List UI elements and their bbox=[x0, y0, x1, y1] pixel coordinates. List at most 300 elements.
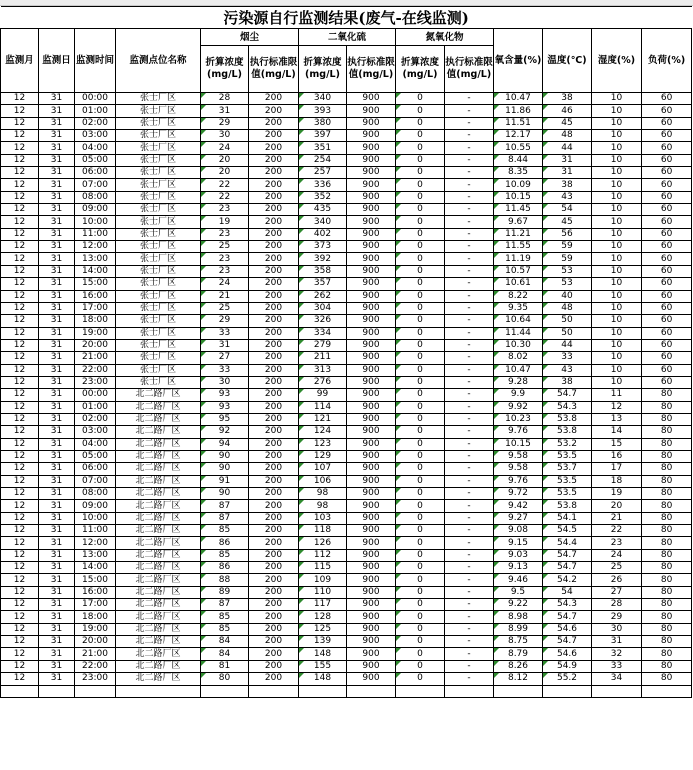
cell-nox-conc[interactable]: 0 bbox=[396, 228, 445, 240]
cell-dust-limit[interactable]: 200 bbox=[249, 154, 299, 166]
cell-humidity[interactable]: 10 bbox=[592, 228, 642, 240]
cell-load[interactable]: 60 bbox=[642, 241, 692, 253]
cell-site[interactable]: 北二路厂区 bbox=[116, 512, 201, 524]
cell-month[interactable]: 12 bbox=[1, 216, 39, 228]
cell-dust-conc[interactable]: 33 bbox=[201, 327, 249, 339]
cell-nox-conc[interactable]: 0 bbox=[396, 463, 445, 475]
cell-dust-conc[interactable]: 93 bbox=[201, 401, 249, 413]
cell-month[interactable]: 12 bbox=[1, 450, 39, 462]
cell-month[interactable]: 12 bbox=[1, 265, 39, 277]
cell-dust-conc[interactable]: 85 bbox=[201, 525, 249, 537]
cell-time[interactable]: 05:00 bbox=[75, 154, 116, 166]
cell-site[interactable]: 北二路厂区 bbox=[116, 413, 201, 425]
cell-nox-conc[interactable]: 0 bbox=[396, 450, 445, 462]
cell-day[interactable]: 31 bbox=[39, 475, 75, 487]
empty-cell[interactable] bbox=[249, 685, 299, 697]
cell-nox-limit[interactable]: - bbox=[445, 352, 494, 364]
cell-so2-limit[interactable]: 900 bbox=[347, 475, 396, 487]
cell-oxygen[interactable]: 8.98 bbox=[494, 611, 543, 623]
cell-nox-limit[interactable]: - bbox=[445, 302, 494, 314]
cell-dust-limit[interactable]: 200 bbox=[249, 241, 299, 253]
cell-so2-limit[interactable]: 900 bbox=[347, 636, 396, 648]
cell-nox-limit[interactable]: - bbox=[445, 426, 494, 438]
cell-time[interactable]: 19:00 bbox=[75, 327, 116, 339]
cell-nox-conc[interactable]: 0 bbox=[396, 105, 445, 117]
cell-dust-limit[interactable]: 200 bbox=[249, 673, 299, 685]
cell-so2-limit[interactable]: 900 bbox=[347, 611, 396, 623]
cell-oxygen[interactable]: 9.13 bbox=[494, 562, 543, 574]
cell-temp[interactable]: 33 bbox=[543, 352, 592, 364]
cell-nox-conc[interactable]: 0 bbox=[396, 599, 445, 611]
cell-humidity[interactable]: 32 bbox=[592, 648, 642, 660]
cell-nox-limit[interactable]: - bbox=[445, 401, 494, 413]
cell-month[interactable]: 12 bbox=[1, 525, 39, 537]
cell-day[interactable]: 31 bbox=[39, 241, 75, 253]
cell-site[interactable]: 张士厂区 bbox=[116, 142, 201, 154]
cell-time[interactable]: 13:00 bbox=[75, 549, 116, 561]
cell-so2-conc[interactable]: 313 bbox=[299, 364, 347, 376]
cell-day[interactable]: 31 bbox=[39, 623, 75, 635]
cell-time[interactable]: 18:00 bbox=[75, 315, 116, 327]
cell-oxygen[interactable]: 11.51 bbox=[494, 117, 543, 129]
cell-month[interactable]: 12 bbox=[1, 93, 39, 105]
cell-so2-limit[interactable]: 900 bbox=[347, 648, 396, 660]
cell-oxygen[interactable]: 8.75 bbox=[494, 636, 543, 648]
cell-temp[interactable]: 45 bbox=[543, 216, 592, 228]
cell-dust-limit[interactable]: 200 bbox=[249, 339, 299, 351]
cell-site[interactable]: 北二路厂区 bbox=[116, 389, 201, 401]
cell-nox-limit[interactable]: - bbox=[445, 315, 494, 327]
cell-month[interactable]: 12 bbox=[1, 241, 39, 253]
cell-temp[interactable]: 53.7 bbox=[543, 463, 592, 475]
cell-nox-limit[interactable]: - bbox=[445, 450, 494, 462]
cell-load[interactable]: 60 bbox=[642, 93, 692, 105]
cell-month[interactable]: 12 bbox=[1, 599, 39, 611]
cell-dust-conc[interactable]: 89 bbox=[201, 586, 249, 598]
cell-nox-limit[interactable]: - bbox=[445, 549, 494, 561]
cell-dust-conc[interactable]: 95 bbox=[201, 413, 249, 425]
cell-dust-limit[interactable]: 200 bbox=[249, 512, 299, 524]
cell-dust-conc[interactable]: 20 bbox=[201, 154, 249, 166]
cell-dust-limit[interactable]: 200 bbox=[249, 327, 299, 339]
cell-nox-limit[interactable]: - bbox=[445, 475, 494, 487]
cell-oxygen[interactable]: 8.35 bbox=[494, 167, 543, 179]
cell-so2-limit[interactable]: 900 bbox=[347, 623, 396, 635]
cell-temp[interactable]: 54.4 bbox=[543, 537, 592, 549]
cell-so2-limit[interactable]: 900 bbox=[347, 562, 396, 574]
cell-time[interactable]: 00:00 bbox=[75, 93, 116, 105]
cell-so2-conc[interactable]: 357 bbox=[299, 278, 347, 290]
header-time[interactable]: 监测时间 bbox=[75, 29, 116, 93]
cell-so2-conc[interactable]: 380 bbox=[299, 117, 347, 129]
cell-humidity[interactable]: 10 bbox=[592, 154, 642, 166]
cell-nox-limit[interactable]: - bbox=[445, 623, 494, 635]
cell-so2-conc[interactable]: 358 bbox=[299, 265, 347, 277]
cell-humidity[interactable]: 20 bbox=[592, 500, 642, 512]
empty-cell[interactable] bbox=[1, 685, 39, 697]
cell-load[interactable]: 80 bbox=[642, 599, 692, 611]
cell-so2-conc[interactable]: 129 bbox=[299, 450, 347, 462]
cell-month[interactable]: 12 bbox=[1, 167, 39, 179]
cell-nox-conc[interactable]: 0 bbox=[396, 537, 445, 549]
cell-day[interactable]: 31 bbox=[39, 339, 75, 351]
cell-nox-conc[interactable]: 0 bbox=[396, 611, 445, 623]
cell-temp[interactable]: 54 bbox=[543, 586, 592, 598]
cell-time[interactable]: 10:00 bbox=[75, 216, 116, 228]
cell-site[interactable]: 北二路厂区 bbox=[116, 525, 201, 537]
cell-load[interactable]: 80 bbox=[642, 401, 692, 413]
cell-site[interactable]: 北二路厂区 bbox=[116, 475, 201, 487]
cell-dust-limit[interactable]: 200 bbox=[249, 352, 299, 364]
cell-humidity[interactable]: 34 bbox=[592, 673, 642, 685]
cell-humidity[interactable]: 14 bbox=[592, 426, 642, 438]
cell-dust-conc[interactable]: 85 bbox=[201, 623, 249, 635]
cell-site[interactable]: 北二路厂区 bbox=[116, 611, 201, 623]
cell-dust-conc[interactable]: 90 bbox=[201, 450, 249, 462]
cell-site[interactable]: 北二路厂区 bbox=[116, 673, 201, 685]
cell-nox-limit[interactable]: - bbox=[445, 376, 494, 388]
cell-time[interactable]: 01:00 bbox=[75, 105, 116, 117]
cell-dust-limit[interactable]: 200 bbox=[249, 450, 299, 462]
cell-dust-limit[interactable]: 200 bbox=[249, 537, 299, 549]
cell-site[interactable]: 张士厂区 bbox=[116, 278, 201, 290]
cell-day[interactable]: 31 bbox=[39, 364, 75, 376]
cell-site[interactable]: 北二路厂区 bbox=[116, 636, 201, 648]
cell-day[interactable]: 31 bbox=[39, 265, 75, 277]
cell-humidity[interactable]: 27 bbox=[592, 586, 642, 598]
cell-nox-conc[interactable]: 0 bbox=[396, 660, 445, 672]
empty-cell[interactable] bbox=[116, 685, 201, 697]
cell-humidity[interactable]: 10 bbox=[592, 204, 642, 216]
cell-so2-limit[interactable]: 900 bbox=[347, 339, 396, 351]
cell-so2-conc[interactable]: 98 bbox=[299, 488, 347, 500]
cell-dust-limit[interactable]: 200 bbox=[249, 179, 299, 191]
cell-humidity[interactable]: 15 bbox=[592, 438, 642, 450]
cell-day[interactable]: 31 bbox=[39, 574, 75, 586]
cell-nox-limit[interactable]: - bbox=[445, 327, 494, 339]
header-site[interactable]: 监测点位名称 bbox=[116, 29, 201, 93]
cell-nox-limit[interactable]: - bbox=[445, 512, 494, 524]
cell-nox-conc[interactable]: 0 bbox=[396, 525, 445, 537]
cell-day[interactable]: 31 bbox=[39, 228, 75, 240]
cell-so2-conc[interactable]: 262 bbox=[299, 290, 347, 302]
cell-dust-conc[interactable]: 85 bbox=[201, 611, 249, 623]
cell-load[interactable]: 80 bbox=[642, 438, 692, 450]
cell-day[interactable]: 31 bbox=[39, 660, 75, 672]
cell-time[interactable]: 22:00 bbox=[75, 660, 116, 672]
cell-dust-conc[interactable]: 92 bbox=[201, 426, 249, 438]
cell-time[interactable]: 07:00 bbox=[75, 179, 116, 191]
cell-nox-limit[interactable]: - bbox=[445, 265, 494, 277]
cell-so2-conc[interactable]: 276 bbox=[299, 376, 347, 388]
cell-nox-conc[interactable]: 0 bbox=[396, 302, 445, 314]
header-dust[interactable]: 烟尘 bbox=[201, 29, 299, 46]
cell-so2-limit[interactable]: 900 bbox=[347, 290, 396, 302]
cell-load[interactable]: 80 bbox=[642, 574, 692, 586]
cell-humidity[interactable]: 26 bbox=[592, 574, 642, 586]
cell-month[interactable]: 12 bbox=[1, 537, 39, 549]
cell-nox-limit[interactable]: - bbox=[445, 117, 494, 129]
cell-dust-limit[interactable]: 200 bbox=[249, 302, 299, 314]
cell-nox-conc[interactable]: 0 bbox=[396, 488, 445, 500]
cell-humidity[interactable]: 10 bbox=[592, 339, 642, 351]
cell-site[interactable]: 北二路厂区 bbox=[116, 401, 201, 413]
cell-dust-limit[interactable]: 200 bbox=[249, 636, 299, 648]
cell-load[interactable]: 80 bbox=[642, 500, 692, 512]
cell-day[interactable]: 31 bbox=[39, 93, 75, 105]
cell-dust-conc[interactable]: 90 bbox=[201, 463, 249, 475]
cell-site[interactable]: 北二路厂区 bbox=[116, 660, 201, 672]
cell-so2-conc[interactable]: 254 bbox=[299, 154, 347, 166]
cell-dust-conc[interactable]: 81 bbox=[201, 660, 249, 672]
cell-month[interactable]: 12 bbox=[1, 549, 39, 561]
cell-month[interactable]: 12 bbox=[1, 426, 39, 438]
cell-month[interactable]: 12 bbox=[1, 475, 39, 487]
empty-cell[interactable] bbox=[201, 685, 249, 697]
cell-dust-conc[interactable]: 23 bbox=[201, 204, 249, 216]
cell-nox-limit[interactable]: - bbox=[445, 463, 494, 475]
cell-temp[interactable]: 54.7 bbox=[543, 389, 592, 401]
cell-site[interactable]: 北二路厂区 bbox=[116, 426, 201, 438]
cell-load[interactable]: 80 bbox=[642, 475, 692, 487]
cell-nox-limit[interactable]: - bbox=[445, 599, 494, 611]
cell-temp[interactable]: 54 bbox=[543, 204, 592, 216]
cell-so2-conc[interactable]: 402 bbox=[299, 228, 347, 240]
cell-dust-conc[interactable]: 88 bbox=[201, 574, 249, 586]
cell-so2-conc[interactable]: 121 bbox=[299, 413, 347, 425]
cell-dust-limit[interactable]: 200 bbox=[249, 105, 299, 117]
cell-oxygen[interactable]: 11.44 bbox=[494, 327, 543, 339]
cell-day[interactable]: 31 bbox=[39, 500, 75, 512]
cell-humidity[interactable]: 12 bbox=[592, 401, 642, 413]
cell-site[interactable]: 张士厂区 bbox=[116, 105, 201, 117]
cell-oxygen[interactable]: 9.42 bbox=[494, 500, 543, 512]
cell-humidity[interactable]: 10 bbox=[592, 117, 642, 129]
cell-so2-limit[interactable]: 900 bbox=[347, 413, 396, 425]
cell-nox-limit[interactable]: - bbox=[445, 611, 494, 623]
cell-site[interactable]: 北二路厂区 bbox=[116, 599, 201, 611]
cell-load[interactable]: 60 bbox=[642, 339, 692, 351]
cell-so2-conc[interactable]: 340 bbox=[299, 93, 347, 105]
cell-dust-limit[interactable]: 200 bbox=[249, 142, 299, 154]
cell-humidity[interactable]: 10 bbox=[592, 105, 642, 117]
cell-time[interactable]: 12:00 bbox=[75, 241, 116, 253]
cell-day[interactable]: 31 bbox=[39, 512, 75, 524]
cell-site[interactable]: 张士厂区 bbox=[116, 204, 201, 216]
header-dust-conc[interactable]: 折算浓度(mg/L) bbox=[201, 46, 249, 93]
cell-oxygen[interactable]: 9.15 bbox=[494, 537, 543, 549]
cell-so2-conc[interactable]: 128 bbox=[299, 611, 347, 623]
cell-time[interactable]: 08:00 bbox=[75, 488, 116, 500]
cell-humidity[interactable]: 22 bbox=[592, 525, 642, 537]
cell-month[interactable]: 12 bbox=[1, 673, 39, 685]
cell-so2-conc[interactable]: 279 bbox=[299, 339, 347, 351]
cell-load[interactable]: 80 bbox=[642, 450, 692, 462]
cell-nox-limit[interactable]: - bbox=[445, 500, 494, 512]
cell-so2-limit[interactable]: 900 bbox=[347, 327, 396, 339]
cell-day[interactable]: 31 bbox=[39, 179, 75, 191]
cell-month[interactable]: 12 bbox=[1, 401, 39, 413]
cell-dust-conc[interactable]: 87 bbox=[201, 512, 249, 524]
cell-dust-limit[interactable]: 200 bbox=[249, 204, 299, 216]
cell-time[interactable]: 06:00 bbox=[75, 463, 116, 475]
cell-time[interactable]: 11:00 bbox=[75, 228, 116, 240]
cell-nox-conc[interactable]: 0 bbox=[396, 549, 445, 561]
cell-humidity[interactable]: 10 bbox=[592, 364, 642, 376]
cell-temp[interactable]: 54.1 bbox=[543, 512, 592, 524]
cell-humidity[interactable]: 10 bbox=[592, 241, 642, 253]
cell-month[interactable]: 12 bbox=[1, 315, 39, 327]
cell-nox-conc[interactable]: 0 bbox=[396, 167, 445, 179]
cell-site[interactable]: 北二路厂区 bbox=[116, 586, 201, 598]
cell-nox-limit[interactable]: - bbox=[445, 562, 494, 574]
cell-load[interactable]: 80 bbox=[642, 636, 692, 648]
cell-dust-limit[interactable]: 200 bbox=[249, 500, 299, 512]
cell-site[interactable]: 张士厂区 bbox=[116, 117, 201, 129]
cell-so2-conc[interactable]: 435 bbox=[299, 204, 347, 216]
cell-time[interactable]: 21:00 bbox=[75, 352, 116, 364]
cell-load[interactable]: 60 bbox=[642, 191, 692, 203]
cell-nox-conc[interactable]: 0 bbox=[396, 389, 445, 401]
cell-temp[interactable]: 53 bbox=[543, 278, 592, 290]
cell-temp[interactable]: 54.7 bbox=[543, 562, 592, 574]
cell-humidity[interactable]: 10 bbox=[592, 216, 642, 228]
empty-cell[interactable] bbox=[445, 685, 494, 697]
cell-oxygen[interactable]: 10.55 bbox=[494, 142, 543, 154]
cell-month[interactable]: 12 bbox=[1, 488, 39, 500]
empty-cell[interactable] bbox=[347, 685, 396, 697]
cell-time[interactable]: 18:00 bbox=[75, 611, 116, 623]
cell-nox-conc[interactable]: 0 bbox=[396, 253, 445, 265]
cell-so2-limit[interactable]: 900 bbox=[347, 278, 396, 290]
empty-cell[interactable] bbox=[396, 685, 445, 697]
cell-oxygen[interactable]: 11.21 bbox=[494, 228, 543, 240]
cell-temp[interactable]: 48 bbox=[543, 130, 592, 142]
cell-nox-limit[interactable]: - bbox=[445, 93, 494, 105]
cell-time[interactable]: 15:00 bbox=[75, 278, 116, 290]
cell-dust-limit[interactable]: 200 bbox=[249, 525, 299, 537]
empty-cell[interactable] bbox=[494, 685, 543, 697]
cell-month[interactable]: 12 bbox=[1, 574, 39, 586]
cell-time[interactable]: 07:00 bbox=[75, 475, 116, 487]
empty-cell[interactable] bbox=[592, 685, 642, 697]
cell-dust-conc[interactable]: 86 bbox=[201, 562, 249, 574]
cell-dust-limit[interactable]: 200 bbox=[249, 401, 299, 413]
cell-temp[interactable]: 50 bbox=[543, 315, 592, 327]
cell-dust-limit[interactable]: 200 bbox=[249, 562, 299, 574]
cell-load[interactable]: 60 bbox=[642, 352, 692, 364]
cell-so2-conc[interactable]: 155 bbox=[299, 660, 347, 672]
cell-month[interactable]: 12 bbox=[1, 278, 39, 290]
cell-time[interactable]: 09:00 bbox=[75, 204, 116, 216]
cell-site[interactable]: 北二路厂区 bbox=[116, 463, 201, 475]
cell-nox-limit[interactable]: - bbox=[445, 364, 494, 376]
cell-so2-conc[interactable]: 109 bbox=[299, 574, 347, 586]
cell-so2-limit[interactable]: 900 bbox=[347, 673, 396, 685]
cell-dust-conc[interactable]: 22 bbox=[201, 191, 249, 203]
cell-dust-conc[interactable]: 22 bbox=[201, 179, 249, 191]
cell-day[interactable]: 31 bbox=[39, 636, 75, 648]
cell-day[interactable]: 31 bbox=[39, 648, 75, 660]
cell-humidity[interactable]: 10 bbox=[592, 302, 642, 314]
cell-nox-conc[interactable]: 0 bbox=[396, 191, 445, 203]
cell-month[interactable]: 12 bbox=[1, 302, 39, 314]
cell-dust-conc[interactable]: 30 bbox=[201, 130, 249, 142]
cell-so2-limit[interactable]: 900 bbox=[347, 315, 396, 327]
cell-temp[interactable]: 40 bbox=[543, 290, 592, 302]
cell-site[interactable]: 张士厂区 bbox=[116, 241, 201, 253]
cell-so2-conc[interactable]: 115 bbox=[299, 562, 347, 574]
cell-load[interactable]: 60 bbox=[642, 228, 692, 240]
cell-so2-limit[interactable]: 900 bbox=[347, 167, 396, 179]
cell-temp[interactable]: 31 bbox=[543, 167, 592, 179]
cell-nox-conc[interactable]: 0 bbox=[396, 574, 445, 586]
header-nox-limit[interactable]: 执行标准限值(mg/L) bbox=[445, 46, 494, 93]
cell-so2-limit[interactable]: 900 bbox=[347, 463, 396, 475]
cell-nox-conc[interactable]: 0 bbox=[396, 130, 445, 142]
cell-dust-limit[interactable]: 200 bbox=[249, 586, 299, 598]
cell-load[interactable]: 80 bbox=[642, 426, 692, 438]
cell-temp[interactable]: 54.3 bbox=[543, 401, 592, 413]
cell-so2-limit[interactable]: 900 bbox=[347, 302, 396, 314]
cell-dust-conc[interactable]: 29 bbox=[201, 315, 249, 327]
cell-humidity[interactable]: 30 bbox=[592, 623, 642, 635]
cell-site[interactable]: 张士厂区 bbox=[116, 216, 201, 228]
cell-site[interactable]: 北二路厂区 bbox=[116, 500, 201, 512]
cell-day[interactable]: 31 bbox=[39, 525, 75, 537]
header-nox[interactable]: 氮氧化物 bbox=[396, 29, 494, 46]
cell-oxygen[interactable]: 10.57 bbox=[494, 265, 543, 277]
cell-so2-conc[interactable]: 125 bbox=[299, 623, 347, 635]
cell-dust-limit[interactable]: 200 bbox=[249, 278, 299, 290]
cell-so2-limit[interactable]: 900 bbox=[347, 525, 396, 537]
cell-site[interactable]: 北二路厂区 bbox=[116, 574, 201, 586]
cell-humidity[interactable]: 33 bbox=[592, 660, 642, 672]
cell-nox-limit[interactable]: - bbox=[445, 660, 494, 672]
cell-oxygen[interactable]: 8.99 bbox=[494, 623, 543, 635]
cell-dust-limit[interactable]: 200 bbox=[249, 130, 299, 142]
cell-nox-conc[interactable]: 0 bbox=[396, 117, 445, 129]
cell-site[interactable]: 北二路厂区 bbox=[116, 549, 201, 561]
cell-nox-conc[interactable]: 0 bbox=[396, 265, 445, 277]
cell-temp[interactable]: 53.8 bbox=[543, 426, 592, 438]
cell-month[interactable]: 12 bbox=[1, 660, 39, 672]
cell-dust-conc[interactable]: 90 bbox=[201, 488, 249, 500]
cell-oxygen[interactable]: 11.55 bbox=[494, 241, 543, 253]
cell-day[interactable]: 31 bbox=[39, 488, 75, 500]
cell-nox-conc[interactable]: 0 bbox=[396, 290, 445, 302]
cell-load[interactable]: 60 bbox=[642, 327, 692, 339]
cell-month[interactable]: 12 bbox=[1, 339, 39, 351]
cell-so2-conc[interactable]: 351 bbox=[299, 142, 347, 154]
cell-nox-limit[interactable]: - bbox=[445, 537, 494, 549]
cell-load[interactable]: 60 bbox=[642, 142, 692, 154]
cell-nox-conc[interactable]: 0 bbox=[396, 327, 445, 339]
cell-oxygen[interactable]: 9.35 bbox=[494, 302, 543, 314]
cell-nox-limit[interactable]: - bbox=[445, 278, 494, 290]
cell-day[interactable]: 31 bbox=[39, 278, 75, 290]
cell-day[interactable]: 31 bbox=[39, 549, 75, 561]
cell-time[interactable]: 23:00 bbox=[75, 673, 116, 685]
cell-time[interactable]: 19:00 bbox=[75, 623, 116, 635]
cell-load[interactable]: 80 bbox=[642, 562, 692, 574]
cell-humidity[interactable]: 29 bbox=[592, 611, 642, 623]
cell-month[interactable]: 12 bbox=[1, 438, 39, 450]
cell-so2-conc[interactable]: 373 bbox=[299, 241, 347, 253]
cell-nox-limit[interactable]: - bbox=[445, 389, 494, 401]
cell-month[interactable]: 12 bbox=[1, 636, 39, 648]
cell-dust-limit[interactable]: 200 bbox=[249, 660, 299, 672]
